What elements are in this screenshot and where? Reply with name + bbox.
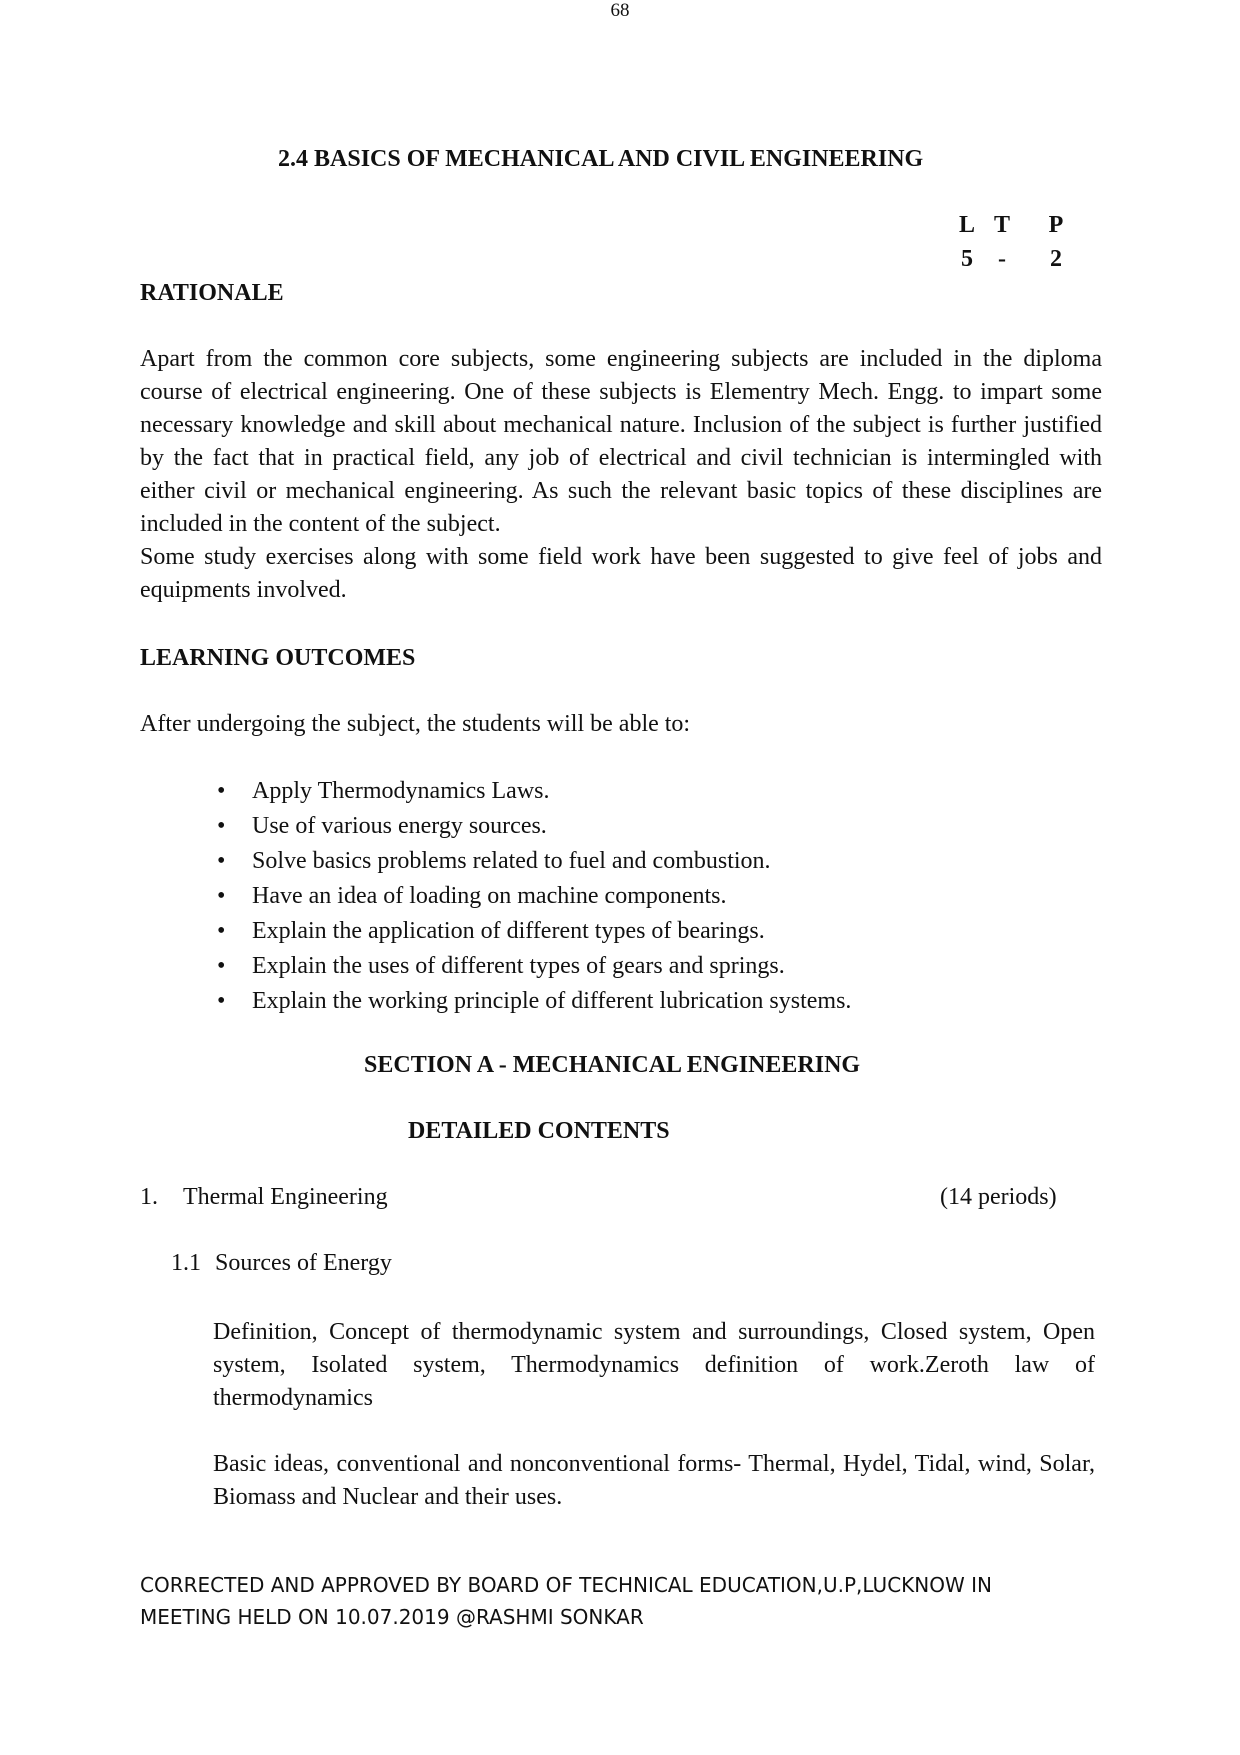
list-item: • Apply Thermodynamics Laws. bbox=[200, 774, 851, 809]
footer-note bbox=[140, 1569, 992, 1633]
page-title: 2.4 BASICS OF MECHANICAL AND CIVIL ENGINEERING bbox=[278, 146, 924, 172]
bullet-icon: • bbox=[217, 813, 226, 839]
ltp-value-l: 5 bbox=[961, 246, 973, 272]
learning-outcomes-intro: After undergoing the subject, the students will be able to: bbox=[140, 711, 691, 737]
bullet-icon: • bbox=[217, 918, 226, 944]
subsection-paragraph: Basic ideas, conventional and nonconventional forms- Thermal, Hydel, Tidal, wind, Solar, Biomass and Nuclear and their uses. bbox=[213, 1451, 1095, 1510]
rationale-paragraph: Some study exercises along with some field work have been suggested to give feel of jobs and equipments involved. bbox=[140, 544, 1102, 603]
rationale-text bbox=[140, 343, 1102, 607]
ltp-header-l: L bbox=[958, 212, 975, 238]
footer-line: MEETING HELD ON 10.07.2019 @RASHMI SONKAR bbox=[140, 1605, 644, 1629]
ltp-header-t: T bbox=[993, 212, 1010, 238]
bullet-icon: • bbox=[217, 848, 226, 874]
rationale-heading: RATIONALE bbox=[140, 280, 284, 306]
list-item: • Have an idea of loading on machine components. bbox=[200, 879, 851, 914]
ltp-header-p: P bbox=[1048, 212, 1064, 238]
bullet-icon: • bbox=[217, 953, 226, 979]
page-number: 68 bbox=[610, 0, 630, 21]
list-item: • Solve basics problems related to fuel and combustion. bbox=[200, 844, 851, 879]
footer-line: CORRECTED AND APPROVED BY BOARD OF TECHNICAL EDUCATION,U.P,LUCKNOW IN bbox=[140, 1573, 992, 1597]
learning-outcomes-list bbox=[200, 774, 851, 1019]
list-item: • Explain the working principle of different lubrication systems. bbox=[200, 984, 851, 1019]
detailed-contents-heading: DETAILED CONTENTS bbox=[408, 1118, 670, 1144]
subsection-paragraph: Definition, Concept of thermodynamic system and surroundings, Closed system, Open system, Isolated system, Thermodynamics definition of work.Zeroth law of thermodynamics bbox=[213, 1319, 1095, 1411]
unit-title: Thermal Engineering bbox=[183, 1184, 388, 1210]
ltp-value-p: 2 bbox=[1050, 246, 1062, 272]
subsection-number: 1.1 bbox=[171, 1250, 201, 1276]
bullet-icon: • bbox=[217, 988, 226, 1014]
section-a-heading: SECTION A - MECHANICAL ENGINEERING bbox=[364, 1052, 861, 1078]
ltp-value-t: - bbox=[998, 246, 1006, 272]
learning-outcomes-heading: LEARNING OUTCOMES bbox=[140, 645, 416, 671]
bullet-icon: • bbox=[217, 883, 226, 909]
list-item: • Explain the uses of different types of gears and springs. bbox=[200, 949, 851, 984]
rationale-paragraph: Apart from the common core subjects, some engineering subjects are included in the diploma course of electrical engineering. One of these subjects is Elementry Mech. Engg. to impart some necessary knowledge and skill about mechanical nature. Inclusion of the subject is further justified by the fact that in practical field, any job of electrical and civil technician is intermingled with either civil or mechanical engineering. As such the relevant basic topics of these disciplines are included in the content of the subject. bbox=[140, 346, 1102, 537]
list-item: • Explain the application of different types of bearings. bbox=[200, 914, 851, 949]
list-item: • Use of various energy sources. bbox=[200, 809, 851, 844]
unit-number: 1. bbox=[140, 1184, 158, 1210]
unit-periods: (14 periods) bbox=[940, 1184, 1057, 1210]
subsection-title: Sources of Energy bbox=[215, 1250, 392, 1276]
bullet-icon: • bbox=[217, 778, 226, 804]
ltp-table bbox=[0, 212, 1240, 282]
